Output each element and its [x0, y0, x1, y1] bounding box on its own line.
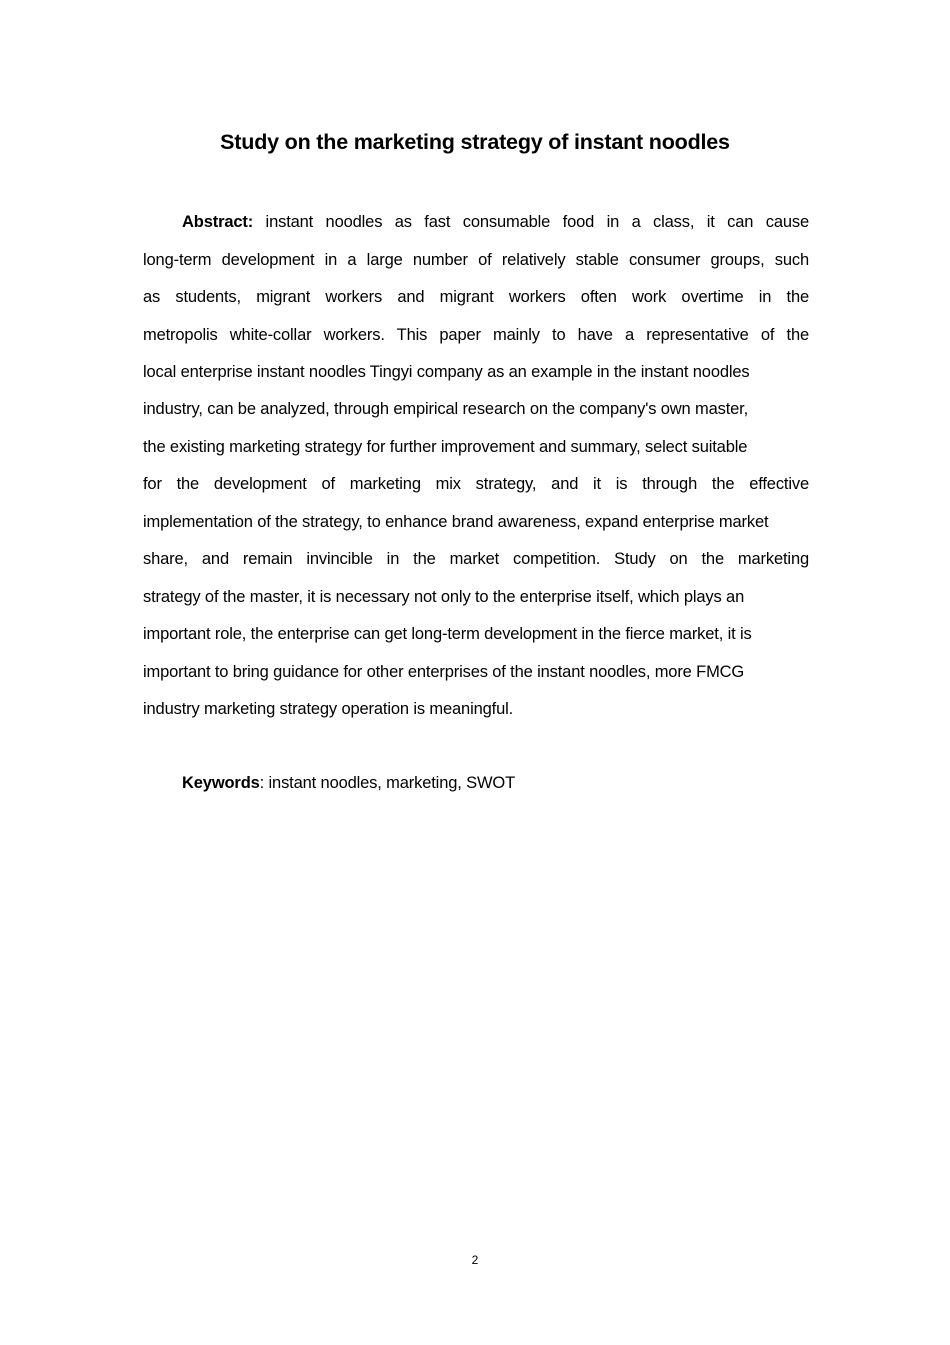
abstract-text: instant noodles as fast consumable food in a class, it can cause: [265, 213, 810, 231]
abstract-line: industry marketing strategy operation is meaningful.: [143, 700, 514, 718]
abstract-line: for the development of marketing mix strategy, and it is through the effective: [143, 475, 809, 493]
page-number: 2: [471, 1253, 479, 1267]
keywords-text: : instant noodles, marketing, SWOT: [259, 774, 516, 792]
abstract-line: as students, migrant workers and migrant workers often work overtime in the: [143, 288, 809, 306]
abstract-line: industry, can be analyzed, through empirical research on the company's own master,: [143, 400, 749, 418]
abstract-line: share, and remain invincible in the market competition. Study on the marketing: [143, 550, 809, 568]
keywords-label: Keywords: [182, 774, 260, 792]
abstract-line: long-term development in a large number of relatively stable consumer groups, such: [143, 251, 809, 269]
abstract-line: metropolis white-collar workers. This paper mainly to have a representative of the: [143, 326, 809, 344]
keywords-section: [182, 774, 515, 793]
abstract-line: local enterprise instant noodles Tingyi company as an example in the instant noodles: [143, 363, 750, 381]
abstract-line: implementation of the strategy, to enhance brand awareness, expand enterprise market: [143, 513, 769, 531]
abstract-line: strategy of the master, it is necessary not only to the enterprise itself, which plays an: [143, 588, 745, 606]
abstract-line: the existing marketing strategy for further improvement and summary, select suitable: [143, 438, 748, 456]
paper-title: Study on the marketing strategy of instant noodles: [220, 130, 730, 154]
abstract-line: [182, 213, 809, 232]
abstract-line: important role, the enterprise can get long-term development in the fierce market, it is: [143, 625, 752, 643]
abstract-line: important to bring guidance for other enterprises of the instant noodles, more FMCG: [143, 663, 745, 681]
abstract-label: Abstract:: [182, 213, 254, 231]
